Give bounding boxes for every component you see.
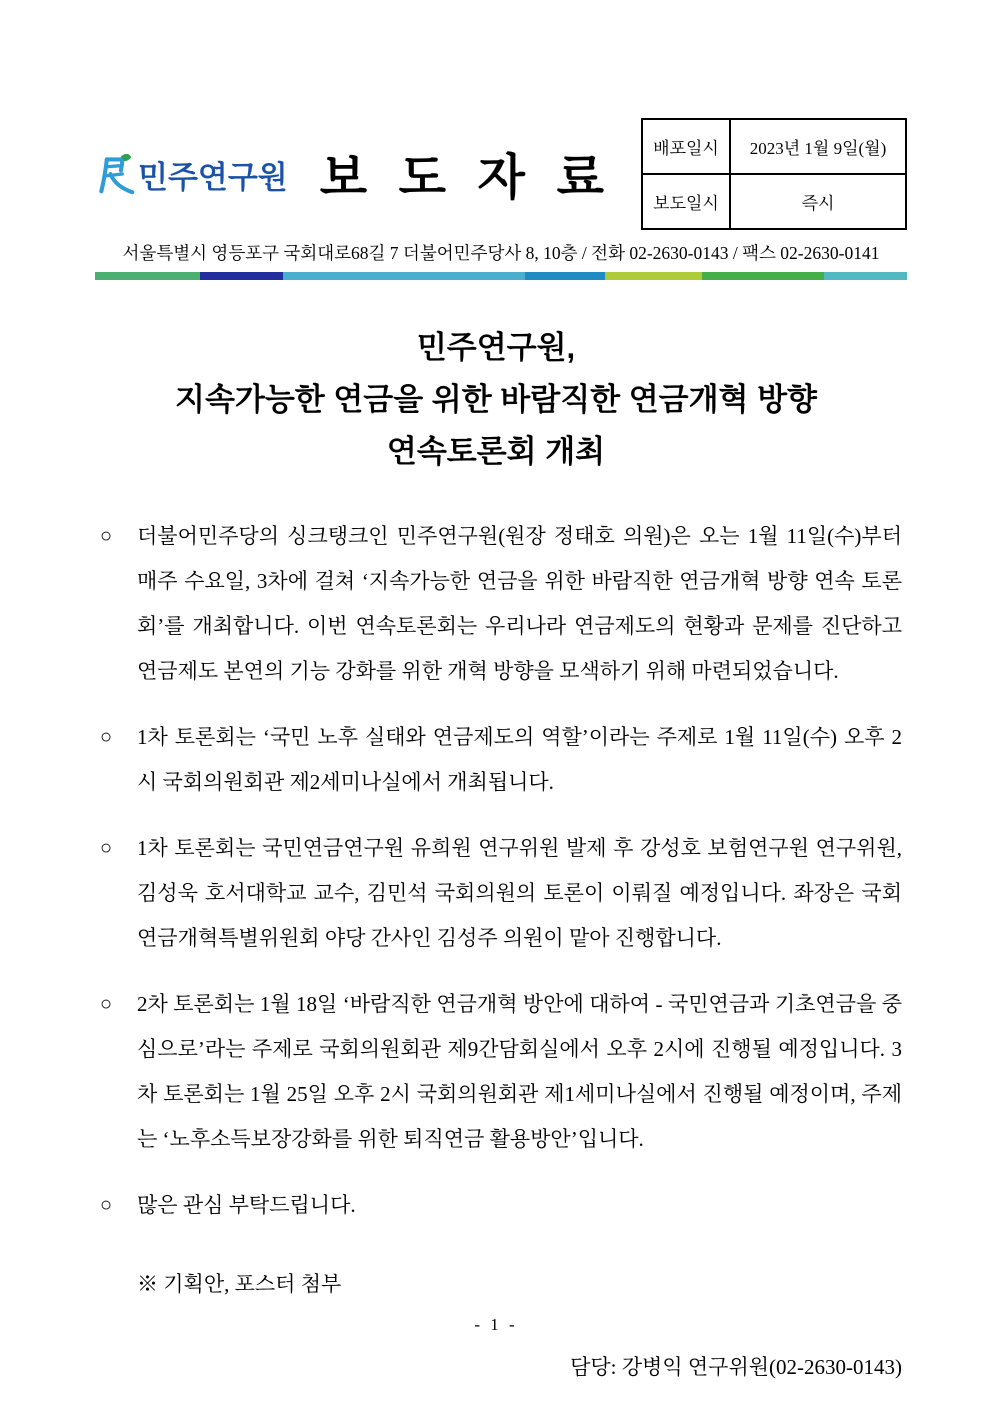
contact-line: 담당: 강병익 연구위원(02-2630-0143) — [570, 1355, 902, 1379]
bullet-marker: ○ — [100, 525, 113, 547]
bullet-marker: ○ — [100, 837, 113, 859]
attachment-note: ※ 기획안, 포스터 첨부 — [137, 1272, 342, 1296]
body-paragraph — [100, 826, 902, 961]
document-title-line-3: 연속토론회 개최 — [386, 434, 606, 469]
header — [95, 118, 907, 230]
info-table-value: 즉시 — [730, 174, 906, 229]
bullet-marker: ○ — [100, 993, 113, 1015]
page-number: - 1 - — [474, 1315, 518, 1334]
divider-segment — [283, 272, 525, 280]
divider-segment — [702, 272, 825, 280]
org-logo-text: 민주연구원 — [138, 159, 288, 195]
info-table-label: 배포일시 — [642, 119, 730, 174]
body-paragraph — [100, 715, 902, 805]
body-paragraph — [100, 982, 902, 1162]
paragraph-text: 더불어민주당의 싱크탱크인 민주연구원(원장 정태호 의원)은 오는 1월 11일(수)부터 매주 수요일, 3차에 걸쳐 ‘지속가능한 연금을 위한 바람직한 연금개혁 방향 연속 토론회’를 개최합니다. 이번 연속토론회는 우리나라 연금제도의 현황과 문제를 진단하고 연금제도 본연의 기능 강화를 위한 개혁 방향을 모색하기 위해 마련되었습니다. — [137, 524, 902, 683]
release-info-table-body — [642, 119, 906, 229]
document-body — [100, 514, 902, 1390]
min-brush-character-icon — [95, 151, 135, 197]
divider-segment — [200, 272, 284, 280]
paragraph-text: 1차 토론회는 국민연금연구원 유희원 연구위원 발제 후 강성호 보험연구원 연구위원, 김성욱 호서대학교 교수, 김민석 국회의원의 토론이 이뤄질 예정입니다. 좌장은 국회 연금개혁특별위원회 야당 간사인 김성주 의원이 맡아 진행합니다. — [137, 836, 902, 950]
paragraph-text: 많은 관심 부탁드립니다. — [137, 1193, 356, 1217]
info-table-row — [642, 119, 906, 174]
info-table-label: 보도일시 — [642, 174, 730, 229]
release-info-table — [641, 118, 907, 230]
org-logo — [95, 151, 288, 197]
document-title-line-2: 지속가능한 연금을 위한 바람직한 연금개혁 방향 — [175, 382, 817, 417]
divider-segment — [605, 272, 702, 280]
divider-segment — [525, 272, 605, 280]
paragraph-list — [100, 514, 902, 1228]
info-table-value: 2023년 1월 9일(월) — [730, 119, 906, 174]
divider-segment — [95, 272, 200, 280]
document-title — [0, 322, 992, 478]
info-table-row — [642, 174, 906, 229]
doc-type-title: 보 도 자 료 — [319, 151, 613, 205]
address-line: 서울특별시 영등포구 국회대로68길 7 더불어민주당사 8, 10층 / 전화 02-2630-0143 / 팩스 02-2630-0141 — [122, 243, 880, 263]
body-paragraph — [100, 514, 902, 694]
document-title-line-1: 민주연구원, — [416, 330, 576, 365]
bullet-marker: ○ — [100, 726, 113, 748]
body-paragraph — [100, 1183, 902, 1228]
divider-bar — [95, 272, 907, 280]
paragraph-text: 2차 토론회는 1월 18일 ‘바람직한 연금개혁 방안에 대하여 - 국민연금과 기초연금을 중심으로’라는 주제로 국회의원회관 제9간담회실에서 오후 2시에 진행될 예정입니다. 3차 토론회는 1월 25일 오후 2시 국회의원회관 제1세미나실에서 진행될 예정이며, 주제는 ‘노후소득보장강화를 위한 퇴직연금 활용방안’입니다. — [137, 992, 902, 1151]
bullet-marker: ○ — [100, 1194, 113, 1216]
divider-segment — [824, 272, 907, 280]
paragraph-text: 1차 토론회는 ‘국민 노후 실태와 연금제도의 역할’이라는 주제로 1월 11일(수) 오후 2시 국회의원회관 제2세미나실에서 개최됩니다. — [137, 725, 902, 794]
